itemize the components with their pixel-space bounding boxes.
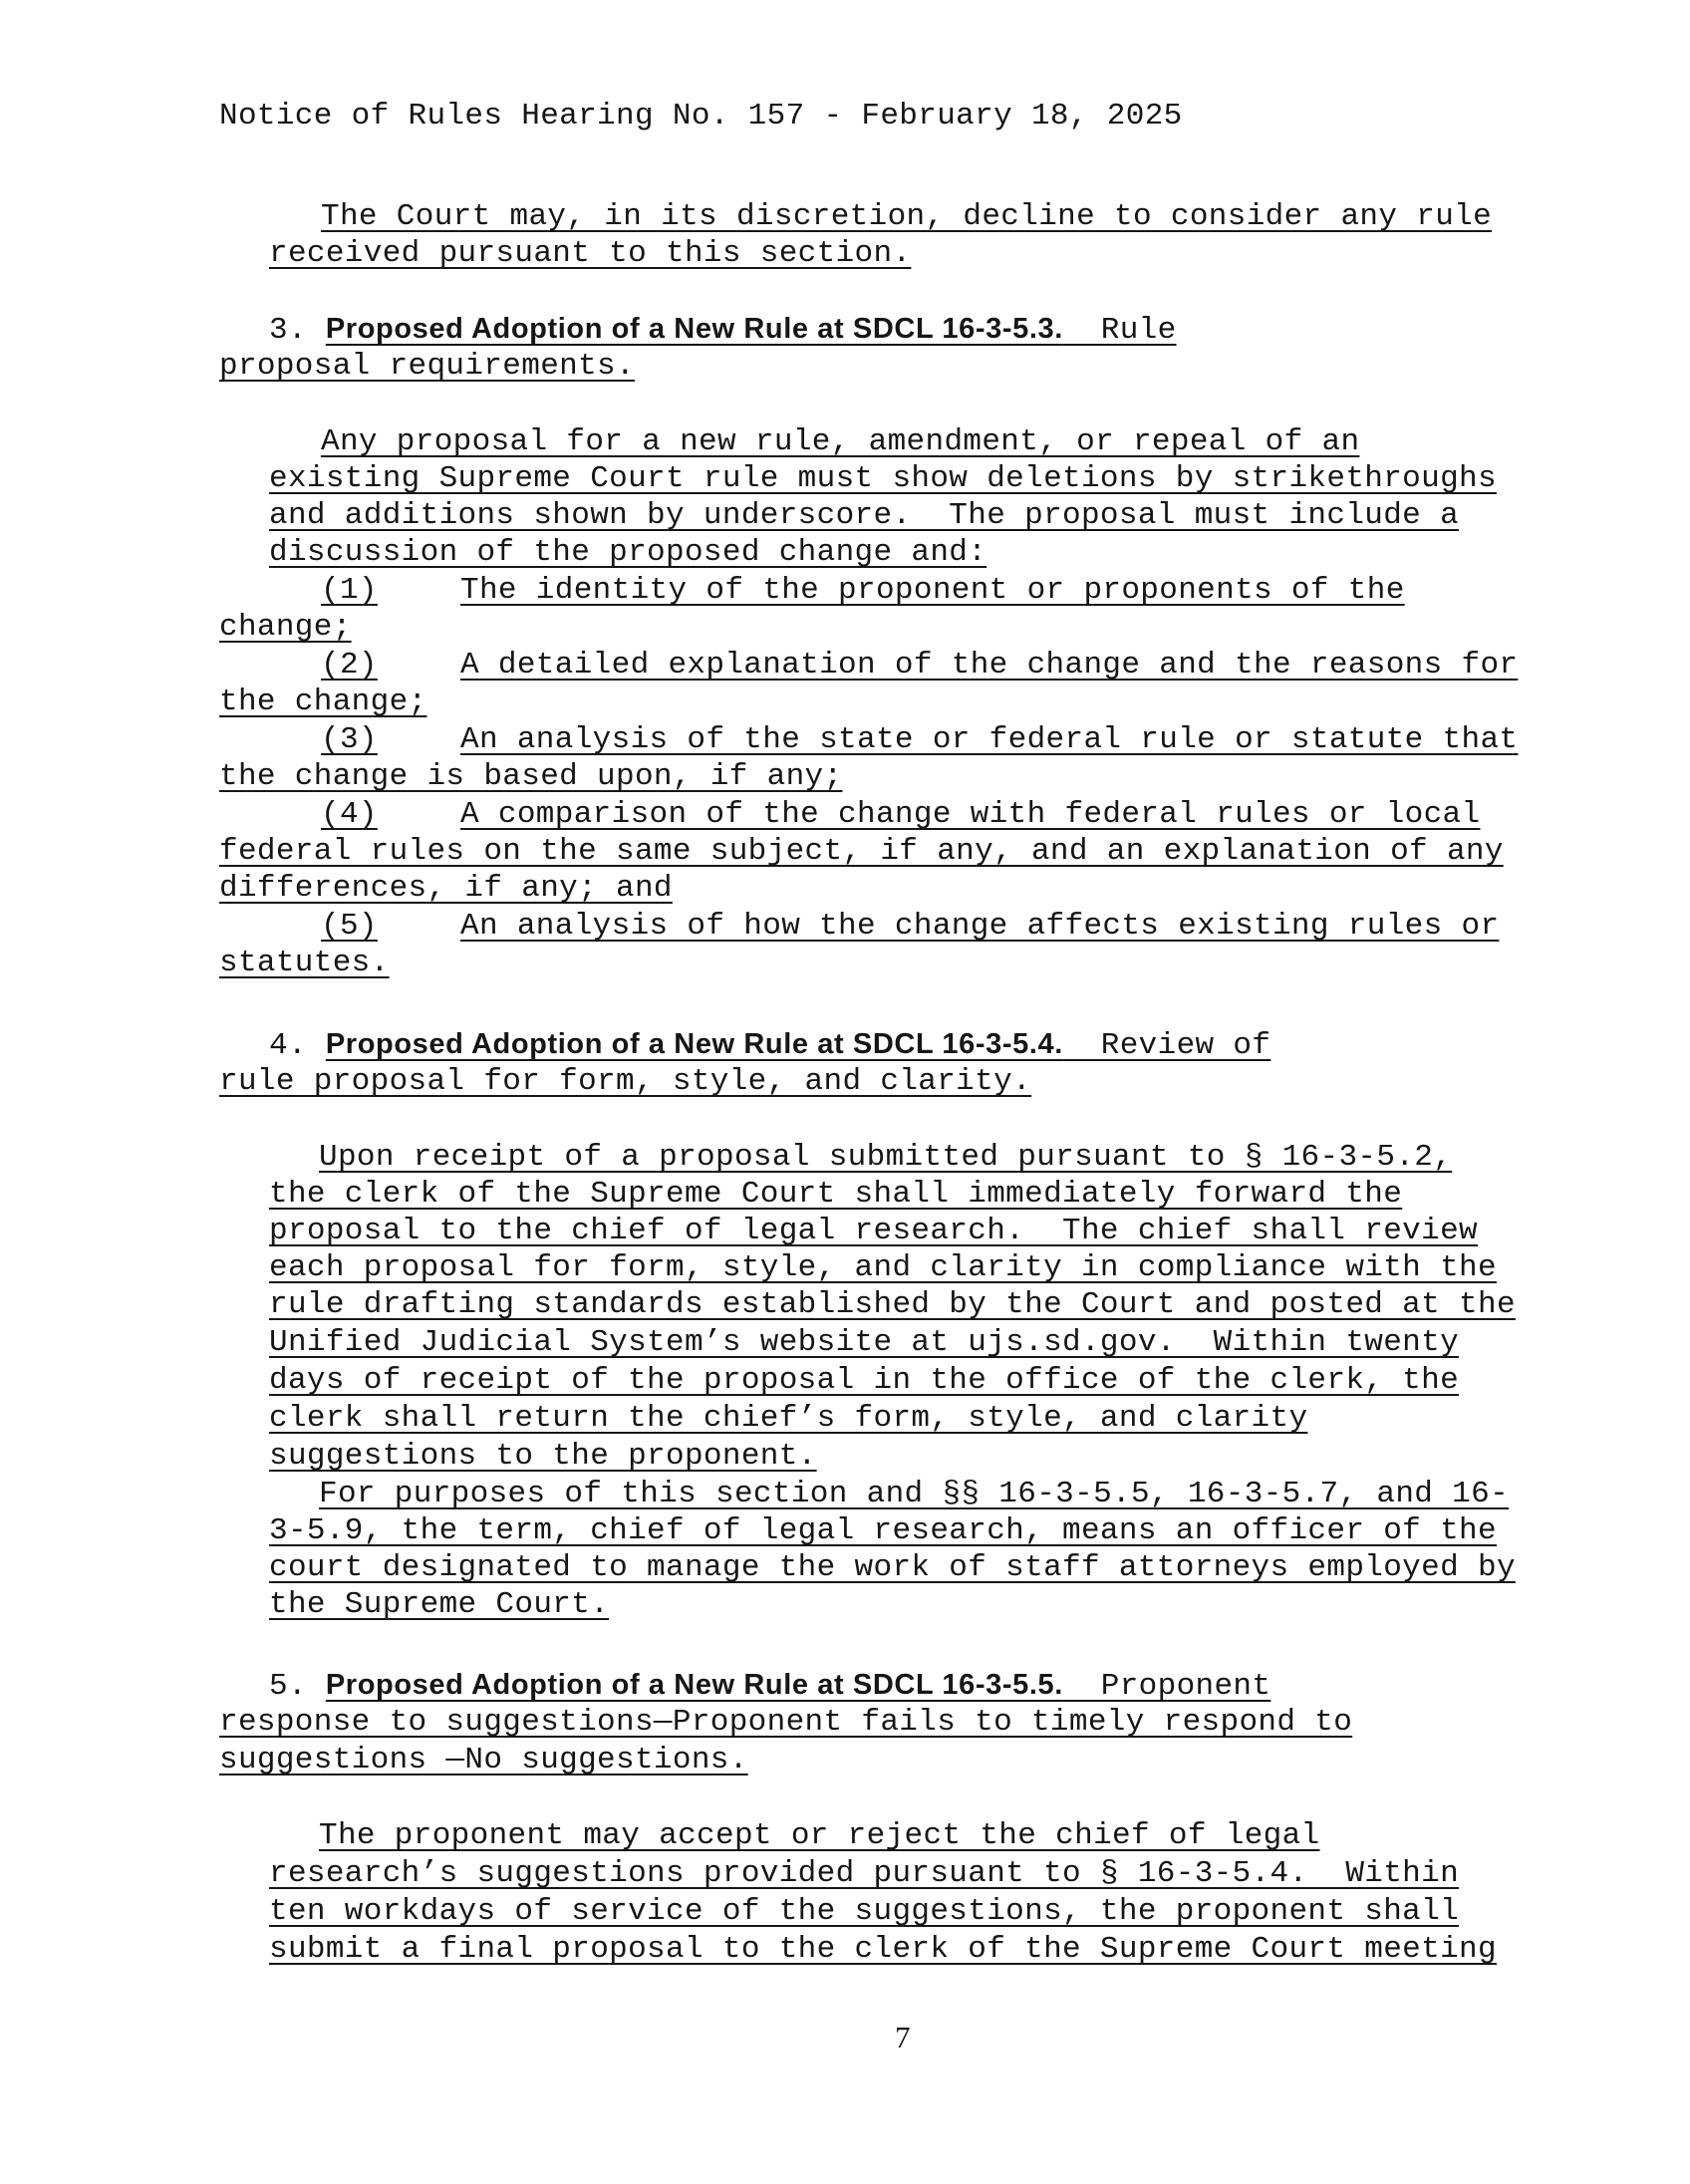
s3-intro-3: and additions shown by underscore. The proposal must include a: [269, 498, 1460, 533]
s4-p2-line-4: the Supreme Court.: [269, 1587, 610, 1622]
s3-item-2-label: (2): [321, 648, 378, 682]
s2-line-2: received pursuant to this section.: [269, 236, 912, 271]
page-number: 7: [895, 2020, 911, 2054]
s4-p1-line-8: clerk shall return the chief’s form, style, and clarity: [269, 1401, 1308, 1436]
s5-title-line-3: suggestions —No suggestions.: [219, 1743, 748, 1777]
s4-p1-line-5: rule drafting standards established by the Court and posted at the: [269, 1287, 1516, 1322]
s4-bold-title: Proposed Adoption of a New Rule at SDCL 16-3-5.4.: [325, 1028, 1063, 1060]
s5-p-line-4: submit a final proposal to the clerk of the Supreme Court meeting: [269, 1932, 1497, 1967]
s3-title-rest: Rule: [1062, 313, 1177, 348]
s3-number: 3.: [269, 313, 307, 348]
s3-item-1-first: The identity of the proponent or proponents of the: [460, 573, 1405, 608]
s5-title-line-2: response to suggestions—Proponent fails to timely respond to: [219, 1705, 1353, 1740]
s4-p1-line-3: proposal to the chief of legal research. The chief shall review: [269, 1214, 1478, 1248]
s3-item-3-label: (3): [321, 722, 378, 757]
s3-item-3-rest: the change is based upon, if any;: [219, 759, 843, 794]
s3-item-4-rest: federal rules on the same subject, if any, and an explanation of any: [219, 834, 1504, 869]
s4-p1-line-4: each proposal for form, style, and clarity in compliance with the: [269, 1250, 1497, 1285]
s3-heading: [269, 311, 1177, 349]
s4-p1-line-7: days of receipt of the proposal in the office of the clerk, the: [269, 1363, 1460, 1398]
s5-heading: [269, 1667, 1270, 1705]
s3-item-5-rest: statutes.: [219, 946, 390, 980]
s5-title-rest: Proponent: [1062, 1669, 1271, 1704]
s2-line-1: The Court may, in its discretion, decline to consider any rule: [321, 199, 1493, 234]
s4-p2-line-1: For purposes of this section and §§ 16-3-5.5, 16-3-5.7, and 16-: [319, 1477, 1510, 1511]
s3-intro-4: discussion of the proposed change and:: [269, 535, 987, 570]
s5-number: 5.: [269, 1669, 307, 1704]
s4-p1-line-1: Upon receipt of a proposal submitted pursuant to § 16-3-5.2,: [319, 1140, 1453, 1175]
s3-item-5-label: (5): [321, 909, 378, 944]
s3-item-2-first: A detailed explanation of the change and the reasons for: [460, 648, 1519, 682]
s3-item-4-first: A comparison of the change with federal rules or local: [460, 797, 1481, 832]
s4-p2-line-3: court designated to manage the work of staff attorneys employed by: [269, 1550, 1516, 1585]
s3-item-4-label: (4): [321, 797, 378, 832]
s4-p2-line-2: 3-5.9, the term, chief of legal research, means an officer of the: [269, 1513, 1497, 1548]
s5-p-line-2: research’s suggestions provided pursuant to § 16-3-5.4. Within: [269, 1856, 1460, 1891]
s3-item-5-first: An analysis of how the change affects existing rules or: [460, 909, 1500, 944]
s4-p1-line-6: Unified Judicial System’s website at ujs.sd.gov. Within twenty: [269, 1325, 1460, 1360]
s5-bold-title: Proposed Adoption of a New Rule at SDCL 16-3-5.5.: [325, 1669, 1063, 1701]
s3-bold-title: Proposed Adoption of a New Rule at SDCL 16-3-5.3.: [325, 313, 1063, 345]
s4-number: 4.: [269, 1028, 307, 1063]
s3-item-1-label: (1): [321, 573, 378, 608]
s4-p1-line-2: the clerk of the Supreme Court shall immediately forward the: [269, 1177, 1403, 1212]
s3-intro-2: existing Supreme Court rule must show deletions by strikethroughs: [269, 461, 1497, 496]
s3-intro-1: Any proposal for a new rule, amendment, or repeal of an: [321, 424, 1360, 459]
s3-item-3-first: An analysis of the state or federal rule or statute that: [460, 722, 1519, 757]
s4-title-line-2: rule proposal for form, style, and clarity.: [219, 1064, 1031, 1099]
s3-item-4-rest-2: differences, if any; and: [219, 871, 673, 906]
s3-title-line-2: proposal requirements.: [219, 349, 635, 384]
s5-p-line-3: ten workdays of service of the suggestions, the proponent shall: [269, 1894, 1460, 1929]
s4-heading: [269, 1026, 1270, 1064]
running-header: Notice of Rules Hearing No. 157 - February 18, 2025: [219, 99, 1183, 134]
s4-title-rest: Review of: [1062, 1028, 1271, 1063]
s3-item-2-rest: the change;: [219, 684, 427, 719]
s5-p-line-1: The proponent may accept or reject the chief of legal: [319, 1818, 1320, 1853]
s3-item-1-rest: change;: [219, 610, 352, 645]
s4-p1-line-9: suggestions to the proponent.: [269, 1439, 817, 1474]
